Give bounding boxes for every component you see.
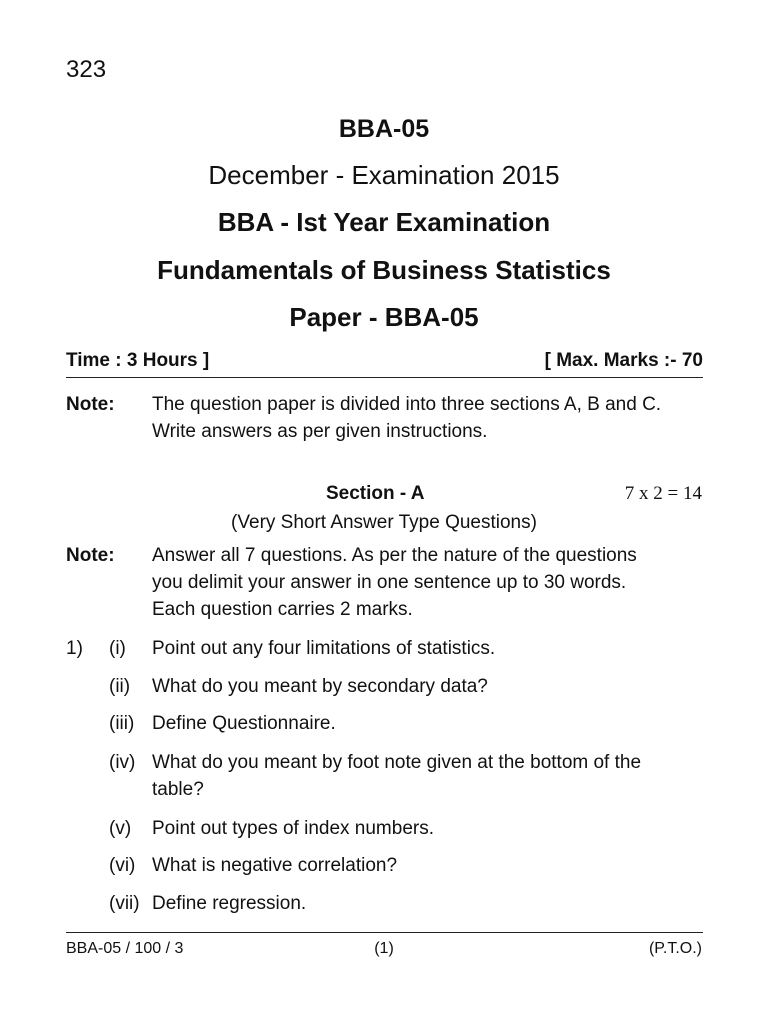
question-item [109, 710, 689, 737]
header-divider [66, 377, 703, 378]
page-number: 323 [66, 56, 107, 83]
footer-divider [66, 932, 703, 933]
note-text: Answer all 7 questions. As per the nature of the questions you delimit your answer in one sentence up to 30 words. Each question carries 2 marks. [152, 545, 637, 620]
subject-title: Fundamentals of Business Statistics [157, 255, 611, 285]
item-text: Define Questionnaire. [152, 713, 336, 734]
question-item [109, 852, 689, 879]
item-text: Define regression. [152, 893, 307, 914]
item-number: (iv) [109, 752, 136, 773]
exam-title: December - Examination 2015 [208, 160, 560, 190]
question-item [109, 749, 689, 803]
item-text: What do you meant by foot note given at the bottom of the table? [152, 752, 642, 800]
note-label: Note: [66, 545, 115, 566]
item-number: (vi) [109, 855, 136, 876]
question-item [109, 673, 689, 700]
year-title: BBA - Ist Year Examination [217, 207, 551, 237]
footer-code: BBA-05 / 100 / 3 [66, 940, 184, 957]
item-number: (iii) [109, 713, 135, 734]
course-code: BBA-05 [338, 115, 430, 143]
question-item [109, 635, 689, 662]
note-text: The question paper is divided into three sections A, B and C. Write answers as per given instructions. [152, 394, 662, 442]
item-text: What is negative correlation? [152, 855, 398, 876]
footer-pto: (P.T.O.) [648, 940, 702, 957]
item-number: (vii) [109, 893, 140, 914]
question-number: 1) [66, 638, 83, 659]
section-subtitle: (Very Short Answer Type Questions) [231, 512, 537, 533]
section-marks: 7 x 2 = 14 [624, 483, 702, 504]
paper-title: Paper - BBA-05 [289, 302, 479, 332]
section-title: Section - A [326, 483, 425, 504]
question-item [109, 815, 689, 842]
item-number: (v) [109, 818, 132, 839]
item-number: (ii) [109, 676, 131, 697]
item-text: Point out any four limitations of statistics. [152, 638, 496, 659]
item-text: What do you meant by secondary data? [152, 676, 488, 697]
footer-page-number: (1) [374, 940, 394, 957]
question-item [109, 890, 689, 917]
time-marks-row [66, 350, 703, 372]
max-marks-label: [ Max. Marks :- 70 [544, 350, 703, 371]
time-label: Time : 3 Hours ] [66, 350, 210, 371]
note-label: Note: [66, 394, 115, 415]
item-text: Point out types of index numbers. [152, 818, 434, 839]
item-number: (i) [109, 638, 126, 659]
